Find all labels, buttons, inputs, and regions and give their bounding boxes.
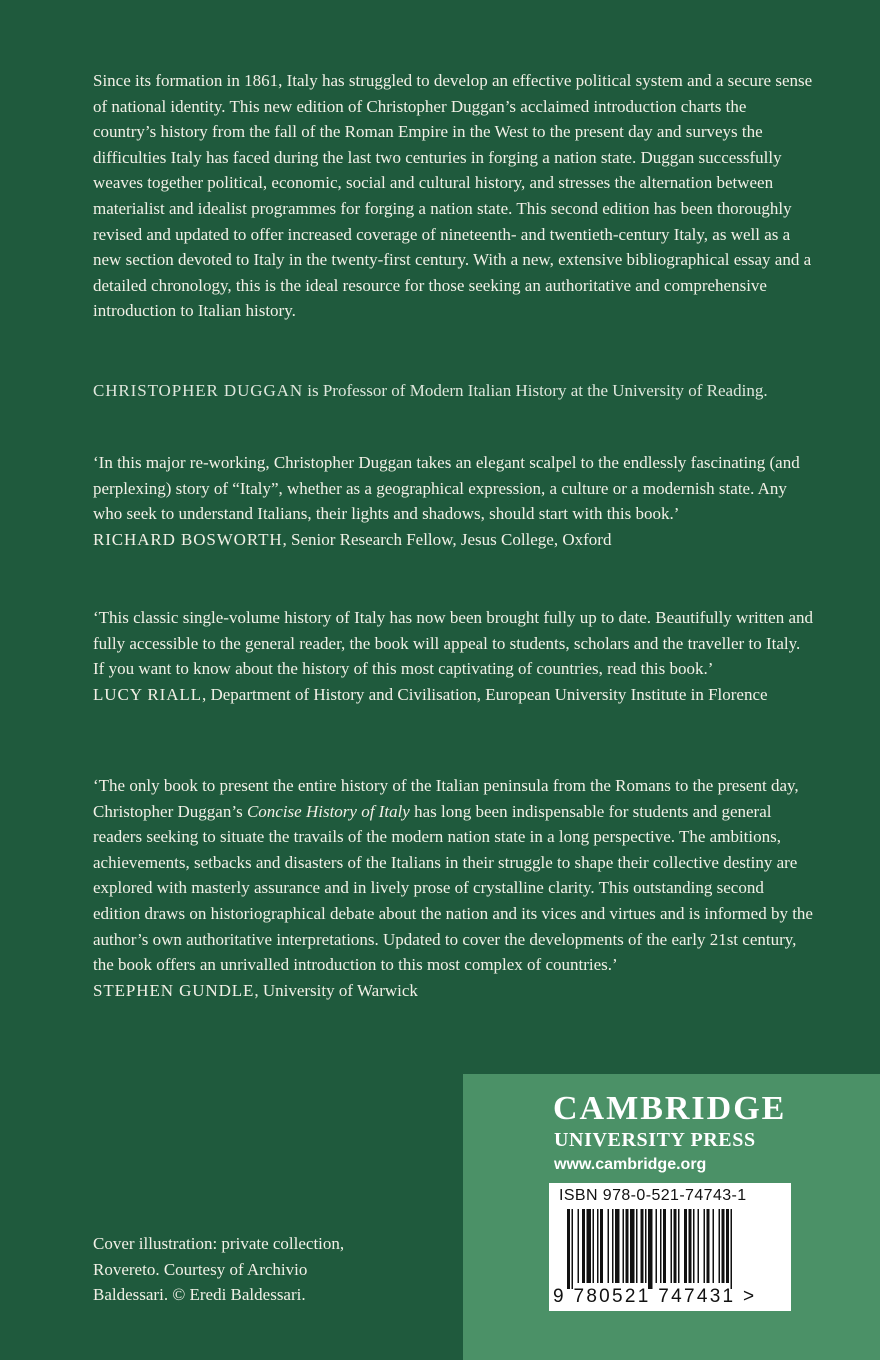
barcode-bars — [567, 1209, 779, 1289]
barcode-bar — [608, 1209, 610, 1283]
barcode-bar — [707, 1209, 710, 1283]
barcode-bar — [713, 1209, 715, 1283]
barcode-bar — [722, 1209, 725, 1283]
quote-attribution-name: RICHARD BOSWORTH — [93, 529, 283, 549]
endorsement-quote — [93, 773, 813, 1003]
barcode-bar — [726, 1209, 729, 1283]
quote-text: ‘The only book to present the entire history of the Italian peninsula from the Romans to the present day, Christopher Duggan’s Concise History of Italy has long been indispensable for students and general readers seeking to situate the travails of the modern nation state in a long perspective. The ambitions, achievements, setbacks and disasters of the Italians in their struggle to shape their collective destiny are explored with masterly assurance and in lively prose of crystalline clarity. This outstanding second edition draws on historiographical debate about the nation and its vices and virtues and is informed by the author’s own authoritative interpretations. Updated to cover the developments of the early 21st century, the book offers an unrivalled introduction to this most complex of countries.’ — [93, 776, 813, 975]
back-cover-blurb — [93, 68, 813, 324]
barcode-bar — [587, 1209, 592, 1283]
barcode-bar — [663, 1209, 666, 1283]
quote-attribution-affiliation: , University of Warwick — [254, 980, 418, 1000]
barcode-bar — [656, 1209, 658, 1283]
publisher-logo-name: CAMBRIDGE — [553, 1090, 787, 1127]
barcode-bar — [572, 1209, 574, 1289]
barcode-bar — [674, 1209, 677, 1283]
endorsement-quote — [93, 450, 813, 552]
barcode-bar — [593, 1209, 595, 1283]
barcode-bar — [641, 1209, 644, 1283]
publisher-panel — [463, 1074, 880, 1360]
barcode-bar — [660, 1209, 662, 1283]
barcode-bar — [678, 1209, 680, 1283]
barcode-bar — [600, 1209, 603, 1283]
publisher-website: www.cambridge.org — [554, 1156, 707, 1173]
barcode-bar — [731, 1209, 733, 1289]
author-bio-text: is Professor of Modern Italian History at the University of Reading. — [303, 381, 768, 400]
barcode-bar — [693, 1209, 695, 1283]
barcode-bar — [567, 1209, 570, 1289]
barcode-bar — [704, 1209, 706, 1283]
quote-attribution-affiliation: , Senior Research Fellow, Jesus College, Oxford — [282, 529, 612, 549]
author-bio — [93, 378, 813, 404]
publisher-logo-subname: UNIVERSITY PRESS — [554, 1129, 756, 1151]
barcode-bar — [671, 1209, 673, 1283]
author-name: CHRISTOPHER DUGGAN — [93, 381, 303, 400]
endorsement-quote — [93, 605, 813, 707]
barcode-bar — [612, 1209, 614, 1283]
barcode-bar — [684, 1209, 687, 1283]
book-title: Concise History of Italy — [246, 801, 410, 821]
cover-illustration-credit: Cover illustration: private collection, Rovereto. Courtesy of Archivio Baldessari. © Eredi Baldessari. — [93, 1234, 345, 1305]
barcode-bar — [623, 1209, 625, 1283]
barcode-bar — [626, 1209, 629, 1283]
isbn-label: ISBN 978-0-521-74743-1 — [559, 1187, 747, 1204]
barcode-bar — [630, 1209, 635, 1283]
barcode-bar — [648, 1209, 653, 1289]
barcode-bar — [578, 1209, 580, 1283]
blurb-paragraph: Since its formation in 1861, Italy has struggled to develop an effective political system and a secure sense of national identity. This new edition of Christopher Duggan’s acclaimed introduction charts the country’s history from the fall of the Roman Empire in the West to the present day and surveys the difficulties Italy has faced during the last two centuries in forging a nation state. Duggan successfully weaves together political, economic, social and cultural history, and stresses the alternation between materialist and idealist programmes for forging a nation state. This second edition has been thoroughly revised and updated to offer increased coverage of nineteenth- and twentieth-century Italy, as well as a new section devoted to Italy in the twenty-first century. With a new, extensive bibliographical essay and a detailed chronology, this is the ideal resource for those seeking an authoritative and comprehensive introduction to Italian history. — [93, 71, 813, 321]
quote-text: ‘This classic single-volume history of Italy has now been brought fully up to date. Beautifully written and fully accessible to the general reader, the book will appeal to students, scholars and the traveller to Italy. If you want to know about the history of this most captivating of countries, read this book.’ — [93, 608, 813, 679]
barcode-bar — [719, 1209, 721, 1283]
barcode-bar — [645, 1209, 647, 1283]
barcode-bar — [689, 1209, 692, 1283]
quote-attribution-affiliation: , Department of History and Civilisation, European University Institute in Florence — [201, 684, 768, 704]
barcode-bar — [615, 1209, 620, 1283]
quote-text: ‘In this major re-working, Christopher Duggan takes an elegant scalpel to the endlessly fascinating (and perplexing) story of “Italy”, whether as a geographical expression, a culture or a modernish state. Any who seek to understand Italians, their lights and shadows, should start with this book.’ — [93, 453, 800, 524]
isbn-barcode — [549, 1183, 791, 1311]
barcode-bar — [698, 1209, 700, 1283]
barcode-bar — [582, 1209, 585, 1283]
quote-attribution-name: STEPHEN GUNDLE — [93, 980, 255, 1000]
barcode-digits: 9 780521 747431 > — [553, 1286, 757, 1307]
barcode-bar — [597, 1209, 599, 1283]
barcode-bar — [636, 1209, 638, 1283]
quote-attribution-name: LUCY RIALL — [93, 684, 202, 704]
